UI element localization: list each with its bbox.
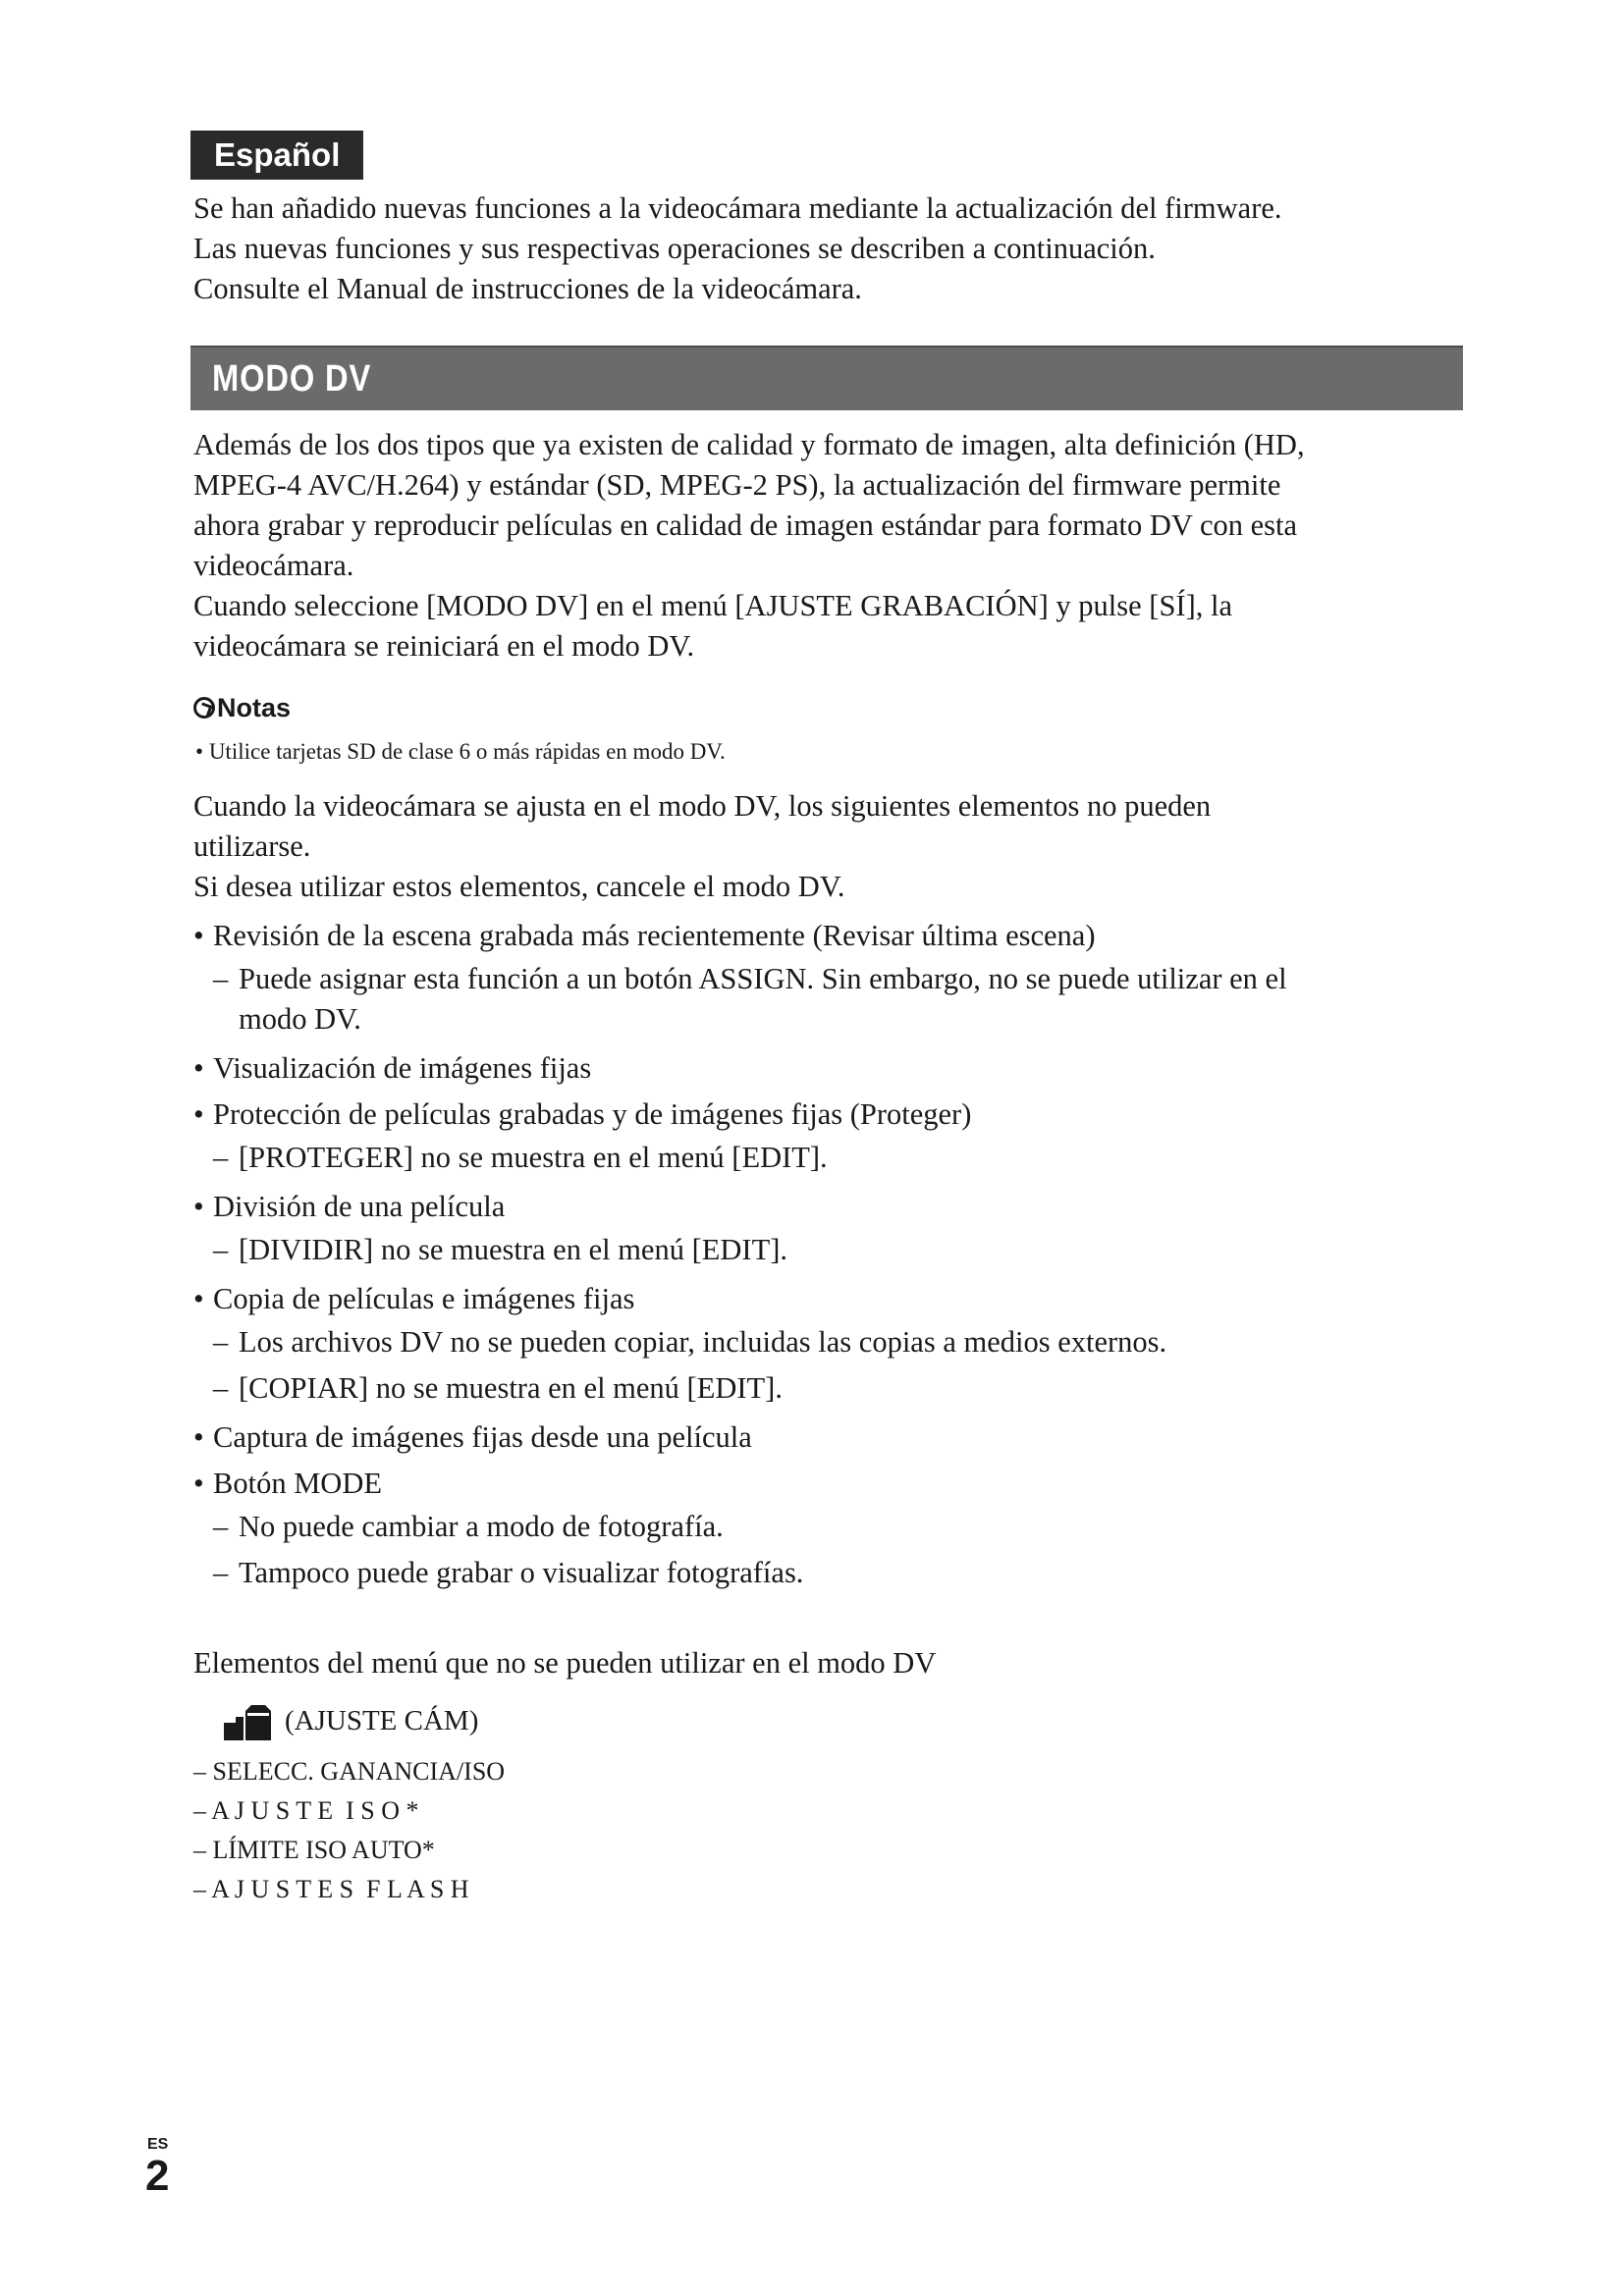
sub-item [193, 959, 1489, 999]
page-number: 2 [145, 2152, 170, 2200]
menu-item: – A J U S T E S F L A S H [193, 1875, 469, 1903]
notes-icon [193, 697, 215, 719]
paragraph-line: videocámara se reiniciará en el modo DV. [193, 629, 695, 663]
notes-heading-label: Notas [217, 693, 292, 722]
sub-item-text: Tampoco puede grabar o visualizar fotografías. [239, 1556, 804, 1589]
paragraph-line: ahora grabar y reproducir películas en calidad de imagen estándar para formato DV con esta [193, 508, 1298, 542]
sub-item-text: [COPIAR] no se muestra en el menú [EDIT]. [239, 1371, 783, 1405]
sub-item [193, 1138, 1489, 1178]
sub-item-text: No puede cambiar a modo de fotografía. [239, 1510, 724, 1543]
bullet-mark: • [193, 1420, 204, 1454]
menu-category [222, 1701, 478, 1740]
dash-mark: – [213, 1556, 229, 1589]
dv-mode-description [193, 425, 1489, 667]
paragraph-line: Además de los dos tipos que ya existen de calidad y formato de imagen, alta definición (HD, [193, 428, 1305, 461]
menu-item: – SELECC. GANANCIA/ISO [193, 1757, 506, 1786]
dash-mark: – [213, 1325, 229, 1359]
list-item-text: Botón MODE [213, 1467, 382, 1500]
sub-item [193, 1507, 1489, 1547]
intro-line: Se han añadido nuevas funciones a la videocámara mediante la actualización del firmware. [193, 191, 1282, 225]
paragraph-line: utilizarse. [193, 829, 311, 863]
intro-text [193, 188, 1489, 309]
language-tag: Español [190, 131, 363, 180]
list-item [193, 1045, 1489, 1092]
sub-item-text: [DIVIDIR] no se muestra en el menú [EDIT]. [239, 1233, 787, 1266]
menu-item: – A J U S T E I S O * [193, 1796, 419, 1825]
list-item [193, 913, 1489, 959]
bullet-mark: • [193, 1097, 204, 1131]
list-item [193, 1092, 1489, 1138]
sub-item [193, 1322, 1489, 1362]
list-item-text: Captura de imágenes fijas desde una película [213, 1420, 752, 1454]
list-item-text: Visualización de imágenes fijas [213, 1051, 592, 1085]
section-header-bar [190, 346, 1463, 410]
list-item [193, 1276, 1489, 1322]
sub-item-text: [PROTEGER] no se muestra en el menú [EDIT]. [239, 1141, 828, 1174]
note-text: Utilice tarjetas SD de clase 6 o más rápidas en modo DV. [208, 739, 726, 764]
note-item [195, 737, 726, 767]
sub-item-text: Los archivos DV no se pueden copiar, incluidas las copias a medios externos. [239, 1325, 1167, 1359]
dash-mark: – [213, 1371, 229, 1405]
restrictions-intro [193, 786, 1489, 907]
dash-mark: – [213, 1141, 229, 1174]
menu-item-list [193, 1752, 505, 1909]
note-bullet: • [195, 739, 204, 764]
menu-restrictions-title: Elementos del menú que no se pueden utilizar en el modo DV [193, 1646, 937, 1680]
sub-item [193, 1230, 1489, 1270]
list-item [193, 1461, 1489, 1507]
sub-item [193, 1368, 1489, 1409]
paragraph-line: MPEG-4 AVC/H.264) y estándar (SD, MPEG-2 PS), la actualización del firmware permite [193, 468, 1281, 502]
dash-mark: – [213, 1233, 229, 1266]
bullet-mark: • [193, 1467, 204, 1500]
camera-settings-icon [222, 1701, 277, 1740]
dash-mark: – [213, 962, 229, 995]
paragraph-line: Si desea utilizar estos elementos, cancele el modo DV. [193, 870, 845, 903]
section-title: MODO DV [212, 358, 372, 400]
sub-item [193, 1553, 1489, 1593]
paragraph-line: videocámara. [193, 549, 354, 582]
list-item-text: Copia de películas e imágenes fijas [213, 1282, 635, 1315]
notes-heading [193, 691, 291, 724]
paragraph-line: Cuando seleccione [MODO DV] en el menú [AJUSTE GRABACIÓN] y pulse [SÍ], la [193, 589, 1232, 622]
bullet-mark: • [193, 1051, 204, 1085]
dash-mark: – [213, 1510, 229, 1543]
sub-item-text: Puede asignar esta función a un botón ASSIGN. Sin embargo, no se puede utilizar en el [239, 962, 1287, 995]
menu-item: – LÍMITE ISO AUTO* [193, 1836, 435, 1864]
intro-line: Las nuevas funciones y sus respectivas operaciones se describen a continuación. [193, 232, 1156, 265]
paragraph-line: Cuando la videocámara se ajusta en el modo DV, los siguientes elementos no pueden [193, 789, 1212, 823]
sub-item-text: modo DV. [239, 1002, 361, 1036]
list-item [193, 1184, 1489, 1230]
bullet-mark: • [193, 1282, 204, 1315]
intro-line: Consulte el Manual de instrucciones de la videocámara. [193, 272, 862, 305]
sub-item-continuation [193, 999, 1489, 1040]
restrictions-list [193, 913, 1489, 1599]
bullet-mark: • [193, 919, 204, 952]
list-item-text: Protección de películas grabadas y de imágenes fijas (Proteger) [213, 1097, 972, 1131]
menu-category-label: (AJUSTE CÁM) [285, 1705, 479, 1736]
list-item [193, 1415, 1489, 1461]
page-language-code: ES [147, 2136, 169, 2153]
list-item-text: División de una película [213, 1190, 506, 1223]
bullet-mark: • [193, 1190, 204, 1223]
list-item-text: Revisión de la escena grabada más recientemente (Revisar última escena) [213, 919, 1096, 952]
